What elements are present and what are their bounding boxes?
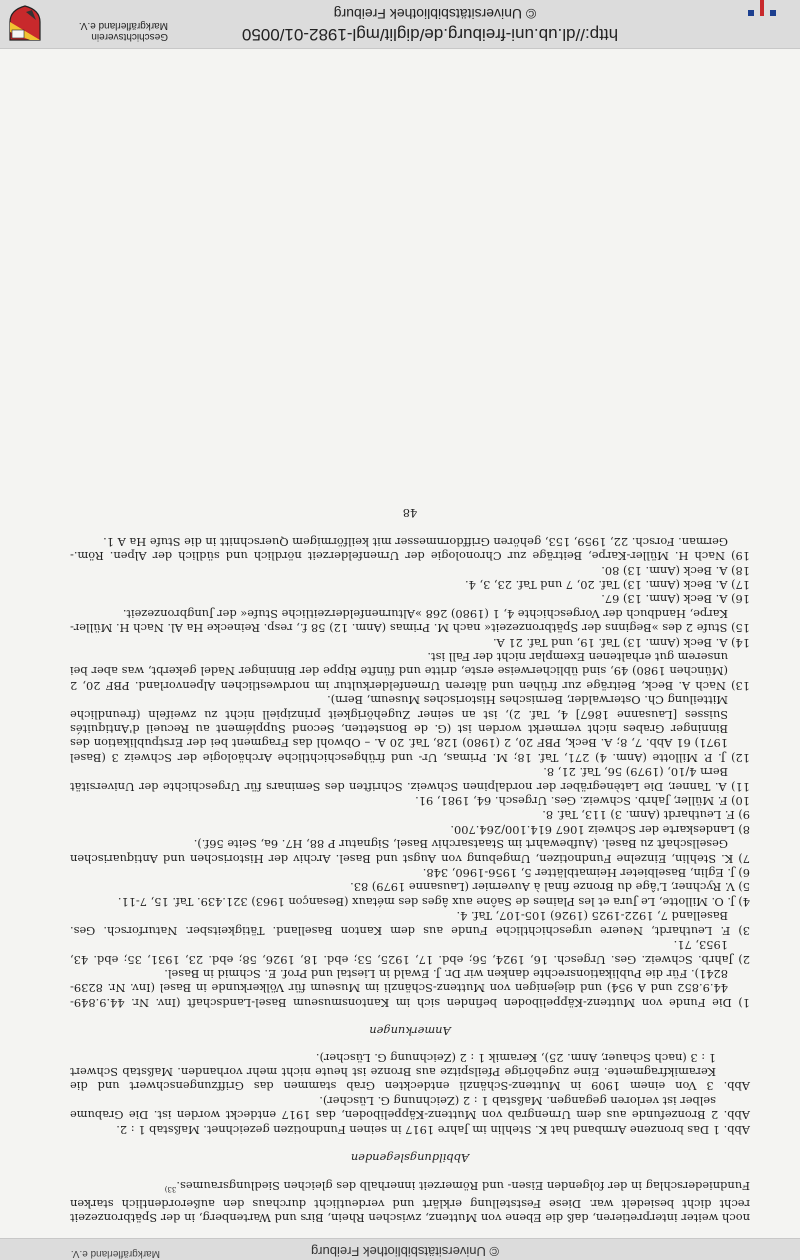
page-number: 48 <box>402 506 418 521</box>
note-item: 2) Jahrb. Schweiz. Ges. Urgesch. 16, 1924, 56; ebd. 17, 1925, 53; ebd. 18, 1926, 58; ebd. 23, 1931, 35; ebd. 43, 1953, 71. <box>70 938 750 967</box>
caption-item: Abb. 1 Das bronzene Armband hat K. Stehlin im Jahre 1917 in seinen Fundnotizen gezeichnet. Maßstab 1 : 2. <box>116 1122 750 1137</box>
note-item: 7) K. Stehlin, Einzelne Fundnotizen, Umgebung von Augst und Basel. Archiv der Historischen und Antiquarischen Gesellschaft zu Basel. (Aufbewahrt im Staatsarchiv Basel, Signatur P 88, H7. 6a, Seite 56f.). <box>70 837 750 866</box>
note-item: 16) A. Beck (Anm. 13) 67. <box>601 592 750 607</box>
note-item: 4) J. O. Millotte, Le Jura et les Plaines de Saône aux âges des métaux (Besançon 1963) 321.439. Taf. 15, 7-11. <box>117 894 750 909</box>
viewer-marker-icon <box>748 0 780 18</box>
captions-heading: Abbildungslegenden <box>350 1150 470 1165</box>
bottom-bar <box>0 1238 800 1260</box>
note-item: 3) F. Leuthardt, Neuere urgeschichtliche Funde aus dem Kanton Baselland. Tätigkeitsber. Naturforsch. Ges. Baselland 7, 1922-1925 (1926) 105-107, Taf. 4. <box>70 909 750 938</box>
note-item: 15) Stufe 2 des »Beginns der Spätbronzezeit« nach M. Primas (Anm. 12) 58 f., resp. Reinecke Ha Al. Nach H. Müller-Karpe, Handbuch der Vorgeschichte 4, 1 (1980) 268 »Alturnenfelderzeitliche Stufe« der Jungbronzezeit. <box>70 606 750 636</box>
society-logo[interactable] <box>8 4 42 42</box>
note-item: 9) F. Leuthardt (Anm. 3) 113, Taf. 8. <box>542 808 750 823</box>
caption-item: Abb. 2 Bronzefunde aus dem Urnengrab von Muttenz-Käppeliboden, das 1917 entdeckt worden ist. Die Grabume selber ist verloren gegangen. Maßstab 1 : 2 (Zeichnung G. Lüscher). <box>70 1093 750 1123</box>
page-body <box>70 165 750 1225</box>
caption-item: Abb. 3 Von einem 1909 in Muttenz-Schänzli entdeckten Grab stammen das Griffzungenschwert und die Keramikfragmente. Eine zugehörige Pfeilspitze aus Bronze ist heute nicht mehr vorhanden. Maßstab Schwert 1 : 3 (nach Schauer, Anm. 25), Keramik 1 : 2 (Zeichnung G. Lüscher). <box>70 1050 750 1094</box>
note-item: 10) F. Müller, Jahrb. Schweiz. Ges. Urgesch. 64, 1981, 91. <box>415 794 750 809</box>
note-item: 19) Nach H. Müller-Karpe, Beiträge zur Chronologie der Urnenfelderzeit nördlich und südlich der Alpen. Röm.-German. Forsch. 22, 1959, 153, gehören Griffdornmesser mit keilförmigem Querschnitt in die Stufe Ha A 1. <box>70 534 750 564</box>
footer-rights: © Universitätsbibliothek Freiburg <box>310 1244 500 1259</box>
rights-notice: © Universitätsbibliothek Freiburg <box>333 6 537 22</box>
note-item: 14) A. Beck (Anm. 13) Taf. 19, und Taf. 21 A. <box>492 635 750 650</box>
permalink-url[interactable]: http://dl.ub.uni-freiburg.de/diglit/mgl-1982-01/0050 <box>241 25 619 44</box>
note-item: 8) Landeskarte der Schweiz 1067 614.100/264.700. <box>450 822 750 837</box>
note-item: 6) J. Eglin, Baselbieter Heimatblätter 5, 1956-1960, 348. <box>422 866 750 881</box>
note-item: 5) V. Rychner, L'âge du Bronze final à Auvernier (Lausanne 1979) 83. <box>350 880 750 895</box>
note-item: 18) A. Beck (Anm. 13) 80. <box>601 563 750 578</box>
intro-paragraph: noch weiter interpretieren, daß die Ebene von Muttenz, zwischen Rhein, Birs und Wartenberg, in der Spätbronzezeit recht dicht besiedelt war. Diese Feststellung erklärt und verdeutlicht durchaus den außerordentlich starken Fundniederschlag in der folgenden Eisen- und Römerzeit innerhalb des gleichen Siedlungsraumes.$^{33)}$ <box>70 1179 750 1225</box>
footer-society: Markgräflerland e.V. <box>70 1248 160 1259</box>
note-item: 1) Die Funde von Muttenz-Käppeliboden befinden sich im Kantonsmuseum Basel-Landschaft (Inv. Nr. 44.9.849-44.9.852 und A 954) und diejenigen von Muttenz-Schänzli im Museum für Völkerkunde in Basel (Inv. Nr. 8239-8241). Für die Publikationsrechte danken wir Dr. J. Ewald in Liestal und Prof. E. Schmid in Basel. <box>70 966 750 1010</box>
society-name: Geschichtsverein Markgräflerland e.V. <box>78 20 168 42</box>
note-item: 13) Nach A. Beck, Beiträge zur frühen und älteren Urnenfelderkultur im nordwestlichen Alpenvorland. PBF 20, 2 (München 1980) 49, sind üblicherweise erste, dritte und fünfte Rippe der Binninger Nadel gekerbt, was aber bei unserem gut erhaltenen Exemplar nicht der Fall ist. <box>70 649 750 693</box>
note-item: 12) J. P. Millotte (Anm. 4) 271, Taf. 18; M. Primas, Ur- und frühgeschichtliche Archäologie der Schweiz 3 (Basel 1971) 61 Abb. 7, 8; A. Beck, PBF 20, 2 (1980) 128, Taf. 20 A. – Obwohl das Fragment bei der Erstpublikation des Binninger Grabes nicht vermerkt worden ist (G. de Bonstetten, Second Supplément au Recueil d'Antiquités Suisses [Lausanne 1867] 4, Taf. 2), ist an seiner Zugehörigkeit prinzipiell nicht zu zweifeln (freundliche Mitteilung Ch. Osterwalder, Bernisches Historisches Museum, Bern). <box>70 693 750 765</box>
notes-heading: Anmerkungen <box>369 1024 451 1039</box>
note-item: 17) A. Beck (Anm. 13) Taf. 20, 7 und Taf. 23, 3, 4. <box>464 577 750 592</box>
note-item: 11) A. Tanner, Die Latènegräber der nordalpinen Schweiz. Schriften des Seminars für Urgeschichte der Universität Bern 4/10, (1979) 56, Taf. 21, 8. <box>70 765 750 794</box>
top-bar <box>0 0 800 49</box>
